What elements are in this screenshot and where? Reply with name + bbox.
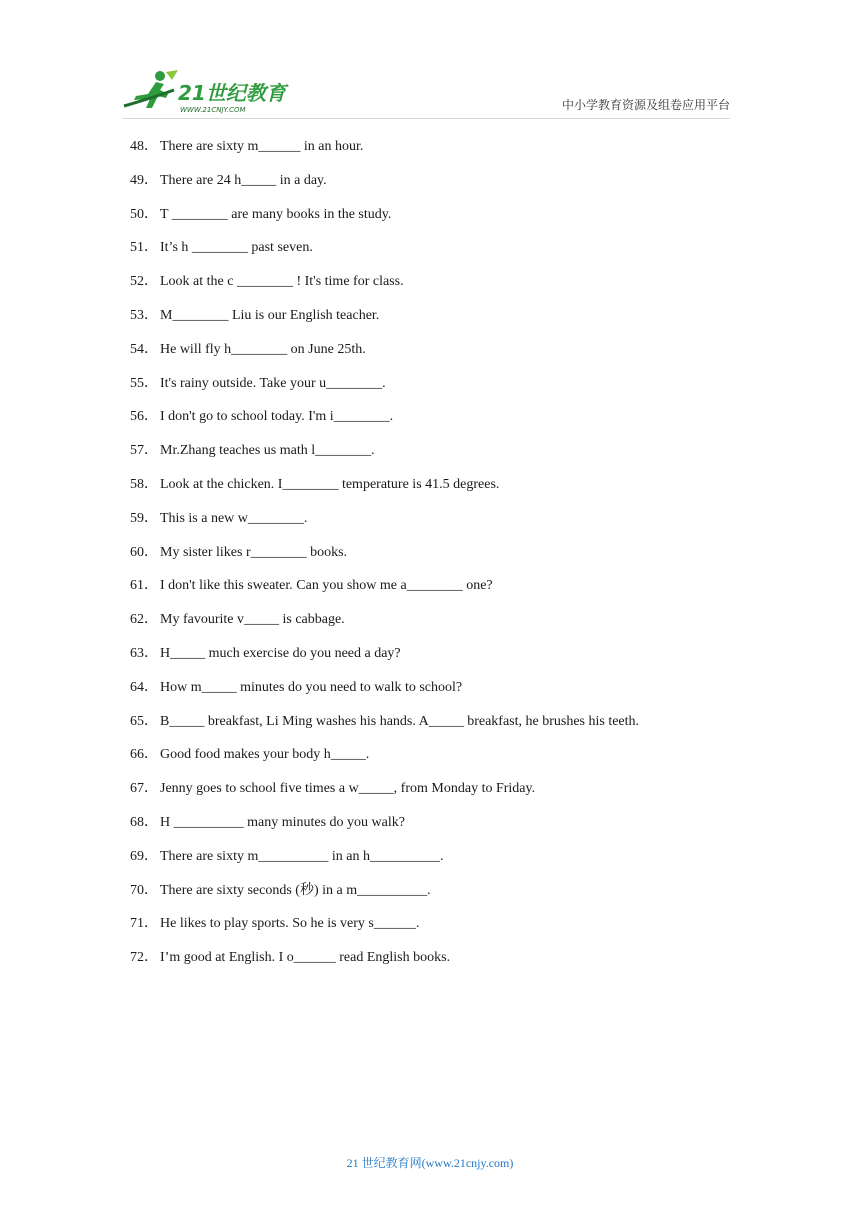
question-item	[130, 712, 750, 746]
page-header	[0, 0, 860, 125]
question-item	[130, 137, 750, 171]
question-number: 66．	[130, 747, 158, 763]
question-text: There are sixty m______ in an hour.	[160, 139, 364, 154]
question-item	[130, 441, 750, 475]
question-item	[130, 813, 750, 847]
question-item	[130, 644, 750, 678]
question-item	[130, 678, 750, 712]
question-text: It’s h ________ past seven.	[160, 240, 313, 256]
question-number: 68．	[130, 814, 158, 830]
question-number: 72．	[130, 950, 158, 966]
question-number: 58．	[130, 476, 158, 492]
question-item	[130, 881, 750, 915]
question-text: My favourite v_____ is cabbage.	[160, 612, 345, 628]
logo-url-text: WWW.21CNJY.COM	[180, 106, 246, 114]
question-number: 51．	[130, 240, 158, 256]
question-item	[130, 914, 750, 948]
question-item	[130, 374, 750, 408]
question-number: 53．	[130, 307, 158, 323]
question-text: Mr.Zhang teaches us math l________.	[160, 443, 375, 459]
question-text: I don't like this sweater. Can you show me a________ one?	[160, 578, 493, 594]
runner-icon	[124, 70, 178, 108]
question-item	[130, 306, 750, 340]
site-logo	[122, 68, 292, 116]
question-item	[130, 543, 750, 577]
question-number: 54．	[130, 341, 158, 357]
question-text: Jenny goes to school five times a w_____, from Monday to Friday.	[160, 781, 536, 797]
question-number: 69．	[130, 848, 158, 864]
question-number: 59．	[130, 510, 158, 526]
question-text: How m_____ minutes do you need to walk to school?	[160, 679, 463, 695]
page-footer: 21 世纪教育网(www.21cnjy.com)	[346, 1156, 514, 1170]
question-text: My sister likes r________ books.	[160, 544, 348, 560]
header-divider	[122, 118, 730, 119]
question-text: H __________ many minutes do you walk?	[160, 814, 405, 830]
question-text: He will fly h________ on June 25th.	[160, 341, 366, 357]
question-item	[130, 745, 750, 779]
question-text: H_____ much exercise do you need a day?	[160, 645, 401, 661]
question-text: He likes to play sports. So he is very s______.	[160, 916, 420, 932]
question-item	[130, 340, 750, 374]
question-item	[130, 509, 750, 543]
question-list	[130, 137, 750, 982]
question-text: This is a new w________.	[160, 510, 308, 526]
question-number: 48．	[130, 139, 158, 154]
question-number: 71．	[130, 916, 158, 932]
platform-text: 中小学教育资源及组卷应用平台	[561, 98, 730, 112]
question-text: There are sixty m__________ in an h__________.	[160, 848, 444, 864]
question-text: Good food makes your body h_____.	[160, 747, 370, 763]
question-text: Look at the chicken. I________ temperature is 41.5 degrees.	[160, 476, 500, 492]
question-text: T ________ are many books in the study.	[160, 206, 392, 222]
question-number: 65．	[130, 713, 158, 729]
question-item	[130, 407, 750, 441]
question-item	[130, 779, 750, 813]
question-number: 64．	[130, 679, 158, 695]
question-text: B_____ breakfast, Li Ming washes his hands. A_____ breakfast, he brushes his teeth.	[160, 713, 640, 729]
question-item	[130, 847, 750, 881]
question-number: 55．	[130, 375, 158, 391]
question-text: There are sixty seconds (秒) in a m__________.	[160, 882, 431, 898]
question-text: M________ Liu is our English teacher.	[160, 307, 380, 323]
question-text: It's rainy outside. Take your u________.	[160, 375, 386, 391]
question-text: Look at the c ________ ! It's time for class.	[160, 274, 404, 290]
question-number: 61．	[130, 578, 158, 594]
question-number: 70．	[130, 882, 158, 898]
question-number: 49．	[130, 172, 158, 188]
question-item	[130, 610, 750, 644]
question-item	[130, 171, 750, 205]
logo-text: 21世纪教育	[178, 81, 286, 105]
question-number: 67．	[130, 781, 158, 797]
question-item	[130, 272, 750, 306]
question-number: 57．	[130, 443, 158, 459]
question-number: 62．	[130, 612, 158, 628]
question-item	[130, 475, 750, 509]
question-text: I don't go to school today. I'm i________.	[160, 409, 394, 425]
question-item	[130, 576, 750, 610]
question-number: 60．	[130, 544, 158, 560]
question-number: 56．	[130, 409, 158, 425]
question-text: There are 24 h_____ in a day.	[160, 172, 327, 188]
question-item	[130, 238, 750, 272]
question-item	[130, 205, 750, 239]
question-number: 52．	[130, 274, 158, 290]
question-number: 63．	[130, 645, 158, 661]
question-number: 50．	[130, 206, 158, 222]
question-item	[130, 948, 750, 982]
question-text: I’m good at English. I o______ read English books.	[160, 950, 451, 966]
